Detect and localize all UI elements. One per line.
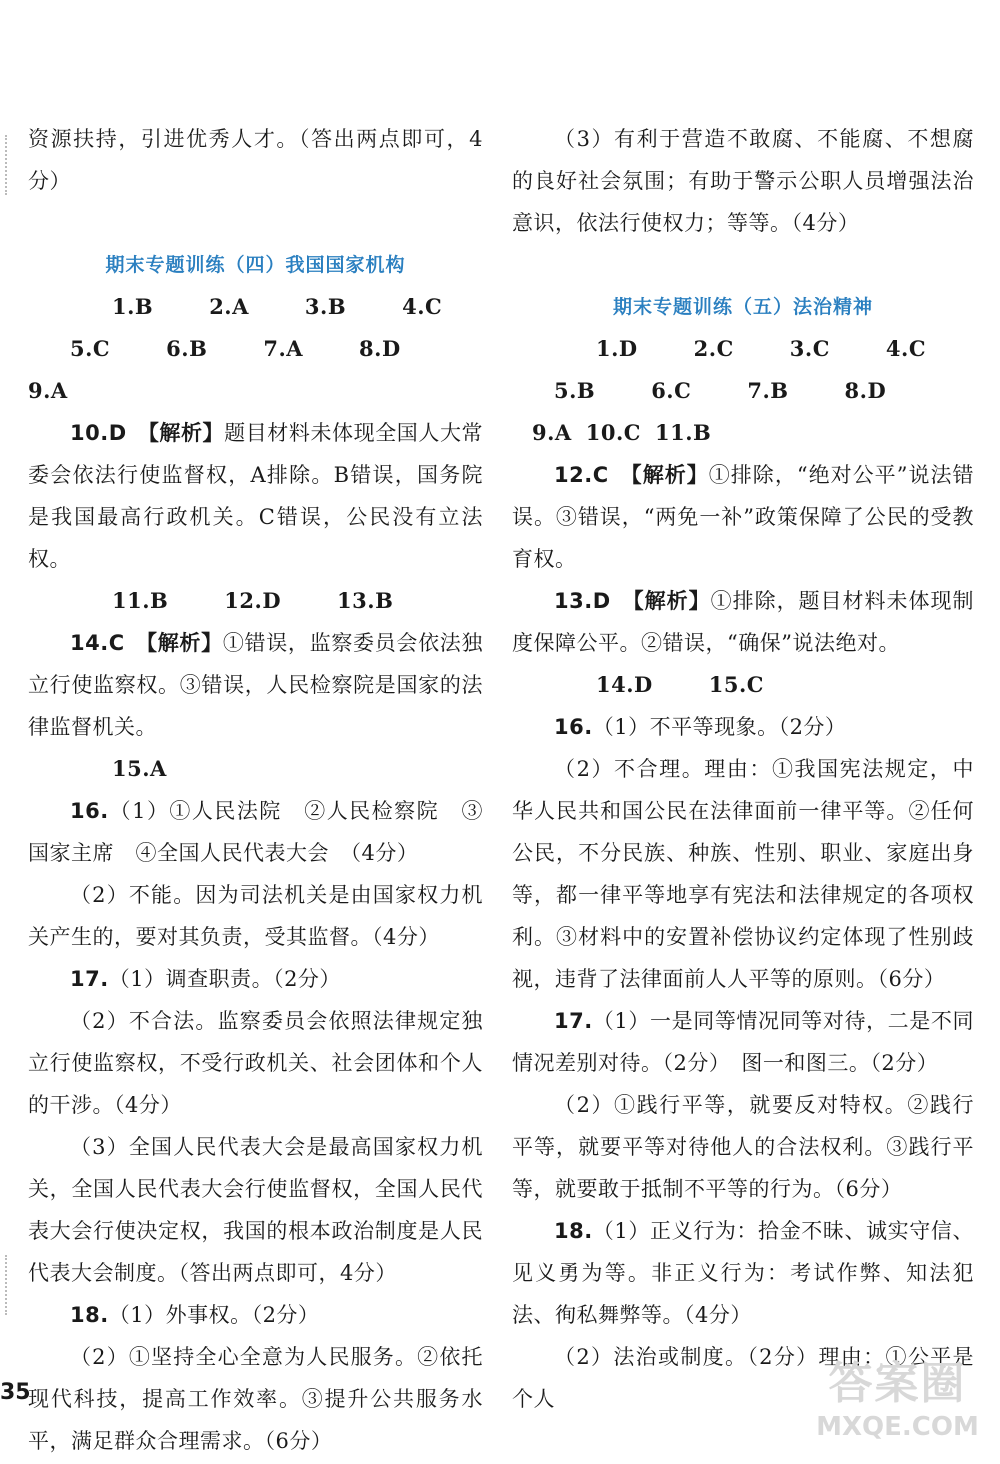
mc-answer: 14.D — [596, 672, 653, 697]
answer-17-part1: 17.（1）一是同等情况同等对待，二是不同情况差别对待。（2分） 图一和图三。（2分） — [512, 1009, 974, 1075]
answer-16-part2: （2）不能。因为司法机关是由国家权力机关产生的，要对其负责，受其监督。（4分） — [28, 883, 483, 949]
answer-16-part1: 16.（1）不平等现象。（2分） — [554, 715, 847, 739]
answer-14: 14.C 【解析】①错误，监察委员会依法独立行使监察权。③错误，人民检察院是国家的法律监督机关。 — [28, 630, 484, 739]
mc-answer: 4.C — [402, 294, 443, 319]
mc-answers-row — [28, 580, 483, 622]
mc-answers-row — [512, 412, 974, 454]
right-column — [512, 118, 974, 1420]
mc-answer: 11.B — [112, 588, 169, 613]
mc-answer: 11.B — [654, 420, 712, 445]
mc-answer: 5.B — [554, 378, 596, 403]
mc-answer: 1.B — [112, 294, 154, 319]
mc-answers-row — [28, 748, 483, 790]
mc-answer: 15.C — [708, 672, 764, 697]
mc-answer: 5.C — [70, 336, 111, 361]
answer-17-part2: （2）不合法。监察委员会依照法律规定独立行使监察权，不受行政机关、社会团体和个人的干涉。（4分） — [28, 1009, 483, 1117]
answer-12: 12.C 【解析】①排除，“绝对公平”说法错误。③错误，“两免一补”政策保障了公民的受教育权。 — [512, 462, 974, 571]
page-number: 35 — [0, 1380, 31, 1405]
mc-answer: 2.A — [209, 294, 249, 319]
answer-18-part2: （2）①坚持全心全意为人民服务。②依托现代科技，提高工作效率。③提升公共服务水平，满足群众合理需求。（6分） — [28, 1345, 483, 1453]
answer-17-part1: 17.（1）调查职责。（2分） — [70, 967, 341, 991]
answer-18-part1: 18.（1）正义行为：拾金不昧、诚实守信、见义勇为等。非正义行为：考试作弊、知法犯法、徇私舞弊等。（4分） — [512, 1219, 974, 1327]
carryover-paragraph: 资源扶持，引进优秀人才。（答出两点即可，4分） — [28, 127, 483, 193]
left-column — [28, 118, 483, 1462]
section-heading: 期末专题训练（五）法治精神 — [612, 296, 873, 318]
answer-17-part2: （2）①践行平等，就要反对特权。②践行平等，就要平等对待他人的合法权利。③践行平等，就要敢于抵制不平等的行为。（6分） — [512, 1093, 974, 1201]
watermark-site: MXQE.COM — [816, 1412, 979, 1442]
section-heading: 期末专题训练（四）我国国家机构 — [105, 254, 406, 276]
mc-answer: 9.A — [532, 420, 572, 445]
mc-answer: 12.D — [224, 588, 282, 613]
mc-answer: 4.C — [885, 336, 927, 361]
mc-answer: 10.C — [585, 420, 641, 445]
mc-answer: 9.A — [28, 378, 68, 403]
answer-13: 13.D 【解析】①排除，题目材料未体现制度保障公平。②错误，“确保”说法绝对。 — [512, 588, 975, 655]
mc-answer: 15.A — [112, 756, 167, 781]
mc-answers-row — [28, 286, 483, 370]
mc-answers-row — [512, 664, 974, 706]
mc-answer: 8.D — [359, 336, 401, 361]
watermark — [805, 1357, 990, 1452]
answer-17-part3: （3）全国人民代表大会是最高国家权力机关，全国人民代表大会行使监督权，全国人民代表大会行使决定权，我国的根本政治制度是人民代表大会制度。（答出两点即可，4分） — [28, 1135, 483, 1285]
mc-answer: 7.B — [747, 378, 789, 403]
mc-answer: 7.A — [263, 336, 304, 361]
answer-16-part1: 16.（1）①人民法院 ②人民检察院 ③国家主席 ④全国人民代表大会 （4分） — [28, 799, 483, 865]
answer-18-part1: 18.（1）外事权。（2分） — [70, 1303, 320, 1327]
mc-answer: 6.B — [166, 336, 208, 361]
mc-answers-row — [512, 328, 974, 412]
carryover-paragraph: （3）有利于营造不敢腐、不能腐、不想腐的良好社会氛围；有助于警示公职人员增强法治意识，依法行使权力；等等。（4分） — [512, 127, 974, 235]
margin-dotted-line — [5, 135, 7, 195]
mc-answer: 1.D — [596, 336, 638, 361]
mc-answer: 3.B — [304, 294, 347, 319]
mc-answer: 3.C — [789, 336, 830, 361]
mc-answer: 8.D — [844, 378, 887, 403]
margin-dotted-line — [5, 1255, 7, 1315]
watermark-logo: 答案圈 — [828, 1358, 967, 1409]
answer-16-part2: （2）不合理。理由：①我国宪法规定，中华人民共和国公民在法律面前一律平等。②任何公民，不分民族、种族、性别、职业、家庭出身等，都一律平等地享有宪法和法律规定的各项权利。③材料中的安置补偿协议约定体现了性别歧视，违背了法律面前人人平等的原则。（6分） — [512, 757, 974, 991]
answer-10: 10.D 【解析】题目材料未体现全国人大常委会依法行使监督权，A排除。B错误，国务院是我国最高行政机关。C错误，公民没有立法权。 — [28, 420, 484, 571]
mc-answer: 2.C — [693, 336, 734, 361]
mc-answers-row — [28, 370, 483, 412]
answer-18-part2: （2）法治或制度。（2分）理由：①公平是个人 — [512, 1345, 974, 1411]
mc-answer: 6.C — [651, 378, 692, 403]
mc-answer: 13.B — [337, 588, 394, 613]
